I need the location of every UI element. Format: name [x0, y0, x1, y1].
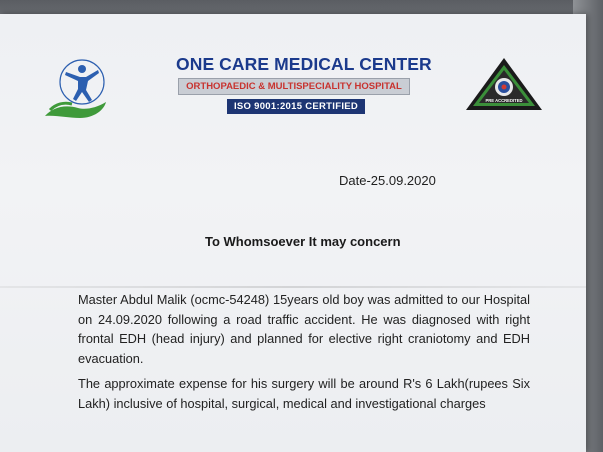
hospital-name: ONE CARE MEDICAL CENTER [176, 54, 432, 74]
letter-paragraph-2: The approximate expense for his surgery will be around R's 6 Lakh(rupees Six Lakh) inclusive of hospital, surgical, medical and investigational charges [78, 376, 530, 411]
accreditation-badge-text: PRE ACCREDITED [485, 98, 523, 103]
hospital-subtitle: ORTHOPAEDIC & MULTISPECIALITY HOSPITAL [178, 78, 410, 95]
person-on-hand-logo-icon [42, 58, 112, 124]
letter-paragraph-1: Master Abdul Malik (ocmc-54248) 15years old boy was admitted to our Hospital on 24.09.2020 following a road traffic accident. He was diagnosed with right frontal EDH (head injury) and planned for elective right craniotomy and EDH evacuation. [78, 292, 530, 366]
iso-certification-badge: ISO 9001:2015 CERTIFIED [227, 99, 365, 114]
letter-subject: To Whomsoever It may concern [205, 234, 401, 249]
paper-fold-crease [0, 286, 586, 288]
letter-date: Date-25.09.2020 [339, 173, 436, 188]
nabh-accreditation-badge-icon [464, 56, 544, 112]
